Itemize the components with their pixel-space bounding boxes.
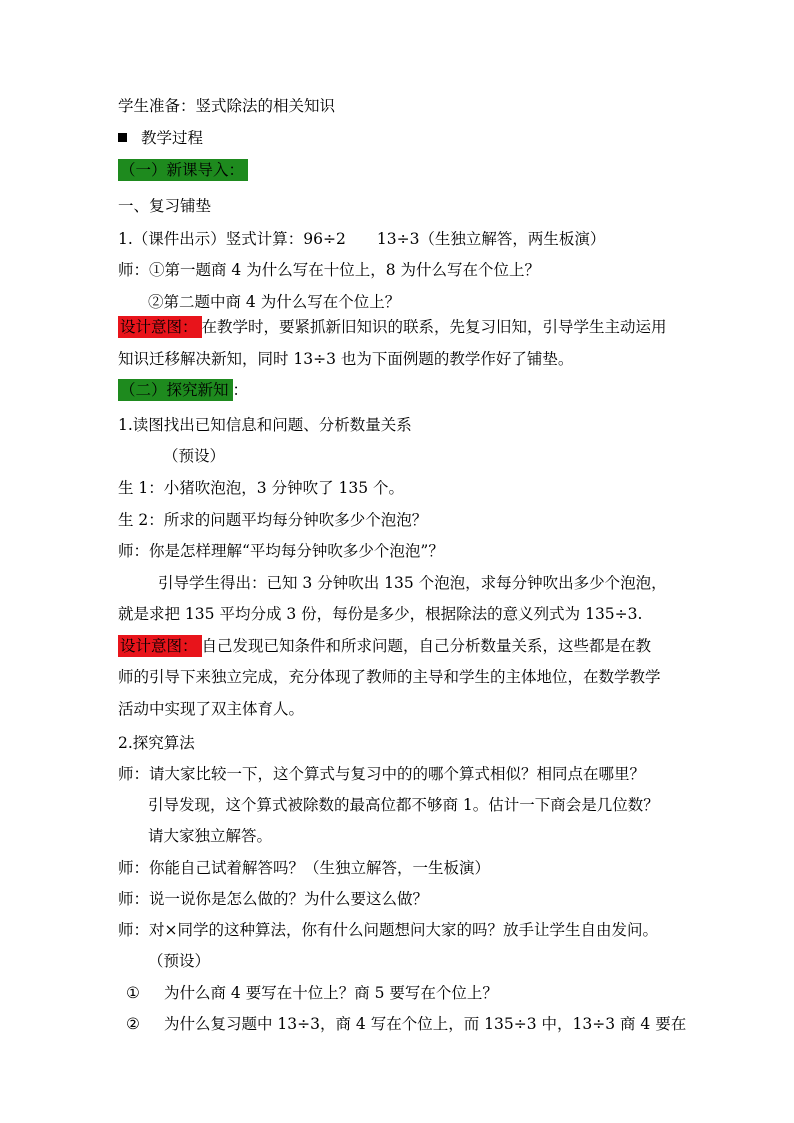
section-one-highlight: （一）新课导入：	[118, 159, 248, 181]
question-item-2	[126, 1014, 686, 1034]
teacher-question-1	[118, 260, 540, 280]
read-chart-text: 1.读图找出已知信息和问题、分析数量关系	[118, 416, 412, 434]
design-intent-label-1: 设计意图：	[118, 316, 202, 338]
circled-number-1: ①	[126, 984, 140, 1002]
preset-line-2	[148, 951, 210, 971]
circled-number-2: ②	[126, 1015, 140, 1033]
teacher-compare-text: 师：请大家比较一下，这个算式与复习中的的哪个算式相似？相同点在哪里？	[118, 765, 646, 783]
teacher-compare-line	[118, 764, 645, 784]
square-bullet-icon	[118, 133, 127, 142]
student-2-text: 生 2：所求的问题平均每分钟吹多少个泡泡？	[118, 511, 428, 529]
section-two-heading	[118, 380, 248, 400]
guide-text-2: 就是求把 135 平均分成 3 份，每份是多少，根据除法的意义列式为 135÷3.	[118, 605, 643, 623]
teacher-question-1-text: 师：①第一题商 4 为什么写在十位上，8 为什么写在个位上？	[118, 261, 541, 279]
design-intent-1-cont-text: 知识迁移解决新知，同时 13÷3 也为下面例题的教学作好了铺垫。	[118, 350, 574, 368]
section-one-heading	[118, 160, 248, 180]
design-intent-1-text: 在教学时，要紧抓新旧知识的联系，先复习旧知，引导学生主动运用	[201, 318, 667, 336]
design-intent-1-cont	[118, 349, 573, 369]
read-chart-line	[118, 415, 412, 435]
teaching-process-text: 教学过程	[141, 129, 204, 147]
design-intent-2-end-text: 活动中实现了双主体育人。	[118, 700, 305, 718]
student-1-text: 生 1：小猪吹泡泡，3 分钟吹了 135 个。	[118, 479, 405, 497]
exercise-text: 1.（课件出示）竖式计算：96÷2 13÷3（生独立解答，两生板演）	[118, 230, 606, 248]
design-intent-1	[118, 317, 667, 337]
question-item-1	[126, 983, 498, 1003]
question-item-2-text: 为什么复习题中 13÷3，商 4 写在个位上，而 135÷3 中，13÷3 商 4 要在	[164, 1015, 687, 1033]
teacher-try-line	[118, 858, 490, 878]
teaching-process-heading	[118, 128, 203, 148]
review-heading-text: 一、复习铺垫	[118, 197, 212, 215]
review-heading	[118, 196, 211, 216]
teacher-question-2	[148, 292, 400, 312]
guide-text-1: 引导学生得出：已知 3 分钟吹出 135 个泡泡，求每分钟吹出多少个泡泡，	[158, 574, 667, 592]
teacher-question-2-text: ②第二题中商 4 为什么写在个位上？	[148, 293, 401, 311]
teacher-ask-text: 师：对×同学的这种算法，你有什么问题想问大家的吗？放手让学生自由发问。	[118, 921, 658, 939]
independent-answer-line	[148, 826, 272, 846]
student-1-line	[118, 478, 404, 498]
teacher-ask-line	[118, 920, 658, 940]
teacher-explain-line	[118, 889, 428, 909]
preset-line-1	[163, 446, 225, 466]
preset-text-1: （预设）	[163, 447, 226, 465]
explore-algorithm-heading	[118, 733, 195, 753]
design-intent-2-text: 自己发现已知条件和所求问题，自己分析数量关系，这些都是在教	[201, 637, 652, 655]
guide-discover-text: 引导发现，这个算式被除数的最高位都不够商 1。估计一下商会是几位数？	[148, 796, 659, 814]
design-intent-label-2: 设计意图：	[118, 635, 202, 657]
explore-algorithm-text: 2.探究算法	[118, 734, 195, 752]
student-2-line	[118, 510, 427, 530]
question-item-1-text: 为什么商 4 要写在十位上？商 5 要写在个位上？	[164, 984, 498, 1002]
guide-discover-line	[148, 795, 659, 815]
independent-answer-text: 请大家独立解答。	[148, 827, 273, 845]
teacher-try-text: 师：你能自己试着解答吗？（生独立解答，一生板演）	[118, 859, 491, 877]
student-prep-text: 学生准备：竖式除法的相关知识	[118, 97, 336, 115]
design-intent-2-cont	[118, 667, 661, 687]
teacher-understand-line	[118, 541, 444, 561]
student-prep-line	[118, 96, 335, 116]
preset-text-2: （预设）	[148, 952, 211, 970]
guide-line-2	[118, 604, 642, 624]
design-intent-2-end	[118, 699, 304, 719]
section-two-highlight: （二）探究新知	[118, 379, 233, 401]
teacher-understand-text: 师：你是怎样理解“平均每分钟吹多少个泡泡”？	[118, 542, 444, 560]
section-two-colon: ：	[232, 381, 249, 399]
teacher-explain-text: 师：说一说你是怎么做的？为什么要这么做？	[118, 890, 429, 908]
guide-line-1	[158, 573, 667, 593]
design-intent-2-cont-text: 师的引导下来独立完成，充分体现了教师的主导和学生的主体地位，在数学教学	[118, 668, 661, 686]
design-intent-2	[118, 636, 651, 656]
exercise-line	[118, 229, 605, 249]
